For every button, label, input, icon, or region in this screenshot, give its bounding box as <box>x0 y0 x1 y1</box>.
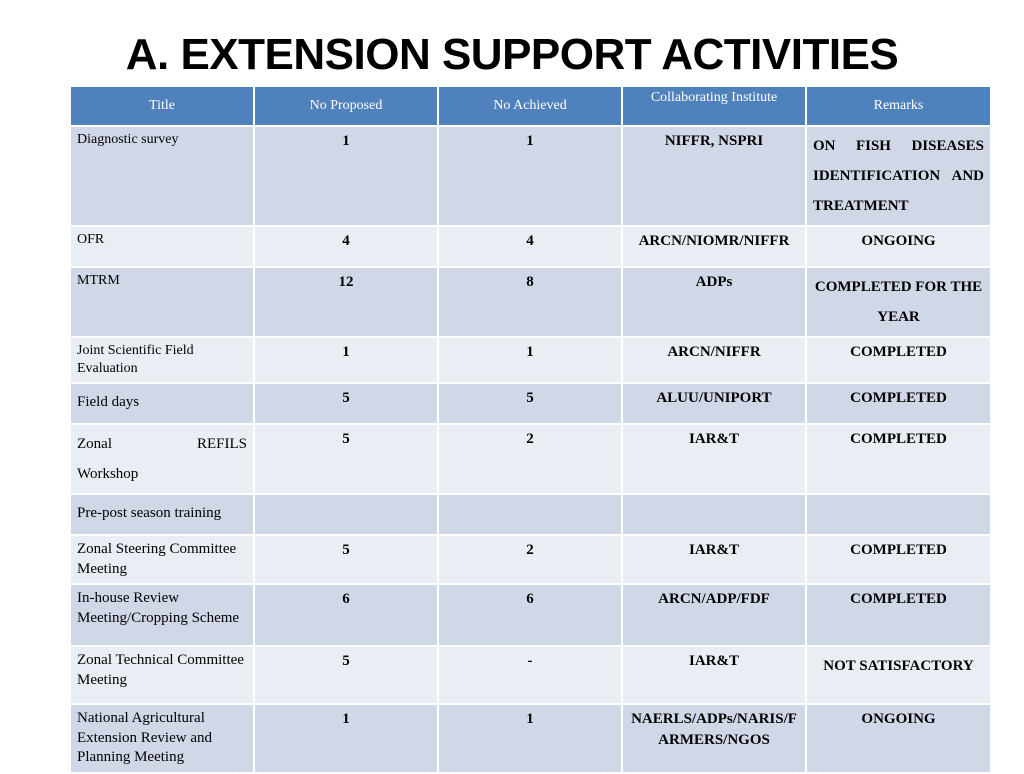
cell-title: National Agricultural Extension Review and Planning Meeting <box>70 704 254 773</box>
cell-title: In-house Review Meeting/Cropping Scheme <box>70 584 254 646</box>
table-header-row <box>70 86 991 126</box>
cell-achieved: 5 <box>438 383 622 424</box>
cell-proposed: 5 <box>254 424 438 494</box>
cell-proposed: 6 <box>254 584 438 646</box>
cell-title: Pre-post season training <box>70 494 254 535</box>
cell-proposed: 5 <box>254 535 438 584</box>
cell-remarks: COMPLETED <box>806 383 991 424</box>
extension-activities-table <box>69 85 992 774</box>
table-row <box>70 424 991 494</box>
table-row <box>70 584 991 646</box>
cell-achieved: 2 <box>438 424 622 494</box>
cell-achieved: 8 <box>438 267 622 337</box>
table-row <box>70 646 991 704</box>
cell-achieved: 1 <box>438 337 622 383</box>
cell-achieved: 2 <box>438 535 622 584</box>
cell-title: Joint Scientific Field Evaluation <box>70 337 254 383</box>
table-row <box>70 267 991 337</box>
cell-achieved: 6 <box>438 584 622 646</box>
cell-achieved: 4 <box>438 226 622 267</box>
cell-remarks: COMPLETED <box>806 424 991 494</box>
table-row <box>70 337 991 383</box>
cell-proposed: 5 <box>254 646 438 704</box>
cell-proposed: 4 <box>254 226 438 267</box>
title-line: Workshop <box>77 466 139 483</box>
table-row <box>70 535 991 584</box>
cell-proposed: 12 <box>254 267 438 337</box>
cell-institute: ALUU/UNIPORT <box>622 383 806 424</box>
cell-title: OFR <box>70 226 254 267</box>
cell-title: MTRM <box>70 267 254 337</box>
title-line <box>77 429 247 459</box>
cell-institute: ARCN/ADP/FDF <box>622 584 806 646</box>
cell-remarks: ONGOING <box>806 226 991 267</box>
cell-remarks: COMPLETED <box>806 584 991 646</box>
slide-title: A. EXTENSION SUPPORT ACTIVITIES <box>125 30 899 79</box>
cell-remarks: ONGOING <box>806 704 991 773</box>
cell-achieved: 1 <box>438 704 622 773</box>
cell-institute: IAR&T <box>622 646 806 704</box>
header-collaborating-institute: Collaborating Institute <box>622 86 806 126</box>
cell-institute: IAR&T <box>622 535 806 584</box>
cell-proposed: 5 <box>254 383 438 424</box>
cell-title <box>70 424 254 494</box>
cell-proposed: 1 <box>254 126 438 226</box>
cell-remarks: COMPLETED <box>806 535 991 584</box>
header-no-achieved: No Achieved <box>438 86 622 126</box>
cell-achieved <box>438 494 622 535</box>
title-word: Zonal <box>77 436 112 453</box>
cell-remarks: COMPLETED FOR THE YEAR <box>806 267 991 337</box>
cell-achieved: - <box>438 646 622 704</box>
cell-proposed <box>254 494 438 535</box>
title-word: REFILS <box>196 436 247 453</box>
cell-remarks: COMPLETED <box>806 337 991 383</box>
cell-institute: NIFFR, NSPRI <box>622 126 806 226</box>
table-row <box>70 704 991 773</box>
cell-proposed: 1 <box>254 704 438 773</box>
cell-achieved: 1 <box>438 126 622 226</box>
cell-remarks: ON FISH DISEASES IDENTIFICATION AND TREATMENT <box>806 126 991 226</box>
cell-institute: NAERLS/ADPs/NARIS/FARMERS/NGOS <box>622 704 806 773</box>
cell-title: Zonal Technical Committee Meeting <box>70 646 254 704</box>
cell-title: Diagnostic survey <box>70 126 254 226</box>
table-row <box>70 383 991 424</box>
cell-title: Field days <box>70 383 254 424</box>
cell-institute <box>622 494 806 535</box>
cell-institute: ARCN/NIFFR <box>622 337 806 383</box>
table-row <box>70 126 991 226</box>
header-no-proposed: No Proposed <box>254 86 438 126</box>
cell-title: Zonal Steering Committee Meeting <box>70 535 254 584</box>
header-remarks: Remarks <box>806 86 991 126</box>
cell-remarks <box>806 494 991 535</box>
table-row <box>70 226 991 267</box>
table-row <box>70 494 991 535</box>
header-title: Title <box>70 86 254 126</box>
cell-remarks: NOT SATISFACTORY <box>806 646 991 704</box>
cell-institute: IAR&T <box>622 424 806 494</box>
cell-institute: ADPs <box>622 267 806 337</box>
cell-proposed: 1 <box>254 337 438 383</box>
cell-institute: ARCN/NIOMR/NIFFR <box>622 226 806 267</box>
